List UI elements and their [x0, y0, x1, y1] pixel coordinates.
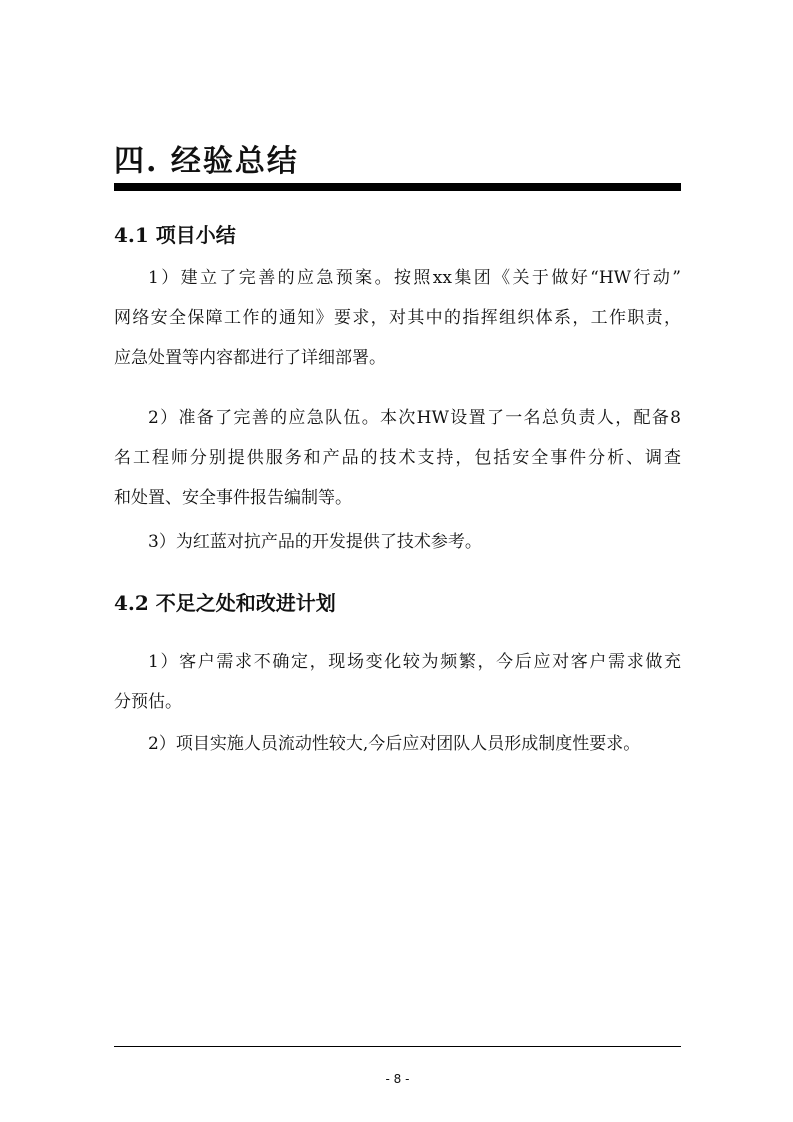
paragraph-4-2-item-1 [114, 642, 681, 722]
paragraph-4-1-item-2 [114, 398, 681, 518]
page-number: - 8 - [385, 1072, 410, 1086]
paragraph-line: 分预估。 [114, 692, 182, 712]
paragraph-4-1-item-3 [114, 522, 681, 562]
footer-divider [114, 1046, 681, 1047]
title-divider [114, 183, 681, 191]
paragraph-line: 2）准备了完善的应急队伍。本次HW设置了一名总负责人，配备8 [148, 408, 681, 428]
paragraph-line: 名工程师分别提供服务和产品的技术支持，包括安全事件分析、调查 [114, 448, 681, 468]
section-heading-4-2: 4.2 不足之处和改进计划 [114, 591, 336, 615]
paragraph-4-2-item-2 [114, 724, 681, 764]
paragraph-line: 应急处置等内容都进行了详细部署。 [114, 348, 386, 368]
paragraph-line: 3）为红蓝对抗产品的开发提供了技术参考。 [148, 532, 482, 552]
paragraph-line: 1）建立了完善的应急预案。按照xx集团《关于做好“HW行动” [148, 268, 681, 288]
section-heading-4-1: 4.1 项目小结 [114, 223, 236, 247]
paragraph-line: 网络安全保障工作的通知》要求，对其中的指挥组织体系，工作职责， [114, 308, 681, 328]
paragraph-4-1-item-1 [114, 258, 681, 378]
paragraph-line: 和处置、安全事件报告编制等。 [114, 488, 352, 508]
paragraph-line: 1）客户需求不确定，现场变化较为频繁，今后应对客户需求做充 [148, 652, 681, 672]
paragraph-line: 2）项目实施人员流动性较大,今后应对团队人员形成制度性要求。 [148, 734, 641, 754]
chapter-title: 四. 经验总结 [114, 144, 299, 179]
